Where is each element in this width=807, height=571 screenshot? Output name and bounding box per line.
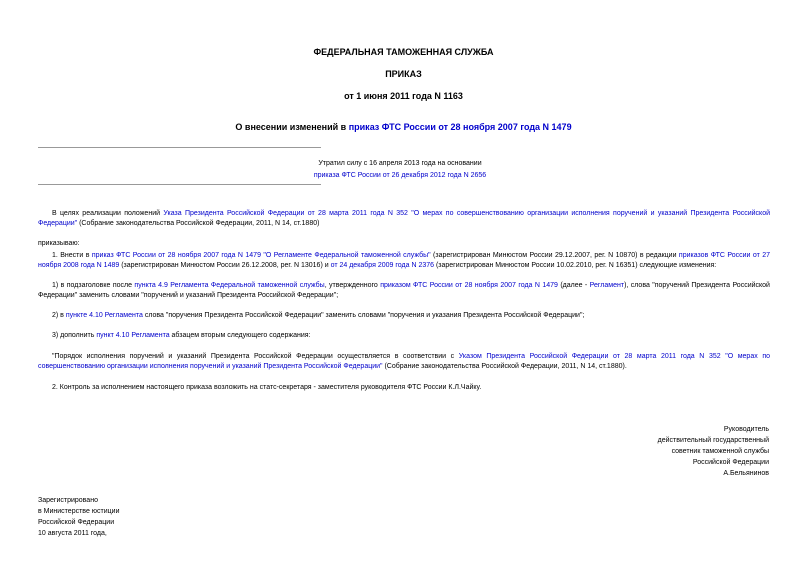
text: абзацем вторым следующего содержания: <box>169 332 311 339</box>
preamble-paragraph <box>38 209 770 229</box>
decree-link[interactable]: Указом Президента Российской Федерации от 28 марта 2011 года N 352 "О мерах по совершенствованию организации исполнения поручений и указаний Президента Российской Федерации" <box>38 353 770 370</box>
text: (Собрание законодательства Российской Федерации, 2011, N 14, ст.1880) <box>77 220 320 227</box>
status-note-text: Утратил силу с 16 апреля 2013 года на основании <box>318 160 482 167</box>
agency-name: ФЕДЕРАЛЬНАЯ ТАМОЖЕННАЯ СЛУЖБА <box>313 47 494 57</box>
paragraph-2: 2. Контроль за исполнением настоящего приказа возложить на статс-секретаря - заместителя руководителя ФТС России К.Л.Чайку. <box>52 384 482 391</box>
point-4-10-link[interactable]: пункт 4.10 Регламента <box>96 332 170 339</box>
text: ), слова "поручений Президента Российской Федерации" заменить словами "поручений и указаний Президента Российской Федерации"; <box>38 282 770 299</box>
text: слова "поручения Президента Российской Федерации" заменить словами "поручения и указания Президента Российской Федерации"; <box>142 312 585 319</box>
text: 2) в <box>52 312 66 319</box>
divider-bottom <box>38 184 321 185</box>
order-1479-link[interactable]: приказом ФТС России от 28 ноября 2007 года N 1479 <box>380 282 558 289</box>
text: 1) в подзаголовке после <box>52 282 135 289</box>
signature-block <box>658 424 769 479</box>
text: В целях реализации положений <box>52 210 164 217</box>
divider-top <box>38 147 321 148</box>
decree-link[interactable]: Указа Президента Российской Федерации от 28 марта 2011 года N 352 "О мерах по совершенствованию организации исполнения поручений и указаний Президента Российской Федерации" <box>38 210 770 227</box>
point-4-9-link[interactable]: пункта 4.9 Регламента Федеральной таможенной службы <box>134 282 325 289</box>
registration-line: Российской Федерации <box>38 519 115 526</box>
document-type: ПРИКАЗ <box>385 69 422 79</box>
title-link[interactable]: приказ ФТС России от 28 ноября 2007 года N 1479 <box>348 122 572 132</box>
point-4-10-link[interactable]: пункте 4.10 Регламента <box>65 312 143 319</box>
text: (зарегистрирован Минюстом России 10.02.2010, рег. N 16351) следующие изменения: <box>434 262 717 269</box>
text: (зарегистрирован Минюстом России 26.12.2008, рег. N 13016) и <box>119 262 331 269</box>
order-word: приказываю: <box>38 240 80 247</box>
document-title <box>0 122 807 132</box>
signature-line: действительный государственный <box>657 437 769 444</box>
title-text: О внесении изменений в <box>235 122 349 132</box>
registration-line: Зарегистрировано <box>38 497 98 504</box>
text: 1. Внести в <box>52 252 92 259</box>
document-date-number: от 1 июня 2011 года N 1163 <box>344 91 463 101</box>
reglament-link[interactable]: Регламент <box>589 282 625 289</box>
text: (далее - <box>557 282 590 289</box>
text: "Порядок исполнения поручений и указаний Президента Российской Федерации осуществляется в соответствии с <box>52 353 459 360</box>
text: , утвержденного <box>324 282 381 289</box>
status-note-link[interactable]: приказа ФТС России от 26 декабря 2012 года N 2656 <box>313 172 487 179</box>
signature-line: А.Бельянинов <box>723 470 769 477</box>
signature-line: Российской Федерации <box>692 459 769 466</box>
paragraph-1-2 <box>38 311 770 321</box>
order-1489-link[interactable]: приказов ФТС России от 27 ноября 2008 года N 1489 <box>38 252 771 269</box>
status-note <box>200 158 600 182</box>
paragraph-1 <box>38 251 770 271</box>
text: (Собрание законодательства Российской Федерации, 2011, N 14, ст.1880). <box>382 363 627 370</box>
signature-line: Руководитель <box>723 426 769 433</box>
order-1479-link[interactable]: приказ ФТС России от 28 ноября 2007 года N 1479 "О Регламенте Федеральной таможенной службы" <box>91 252 431 259</box>
paragraph-1-3 <box>38 331 770 341</box>
order-2376-link[interactable]: от 24 декабря 2009 года N 2376 <box>330 262 435 269</box>
registration-line: в Министерстве юстиции <box>38 508 120 515</box>
text: (зарегистрирован Минюстом России 29.12.2007, рег. N 10870) в редакции <box>430 252 679 259</box>
text: 3) дополнить <box>52 332 97 339</box>
registration-line: 10 августа 2011 года, <box>38 530 107 537</box>
registration-block <box>38 495 119 539</box>
signature-line: советник таможенной службы <box>671 448 769 455</box>
quote-paragraph <box>38 352 770 372</box>
paragraph-1-1 <box>38 281 770 301</box>
